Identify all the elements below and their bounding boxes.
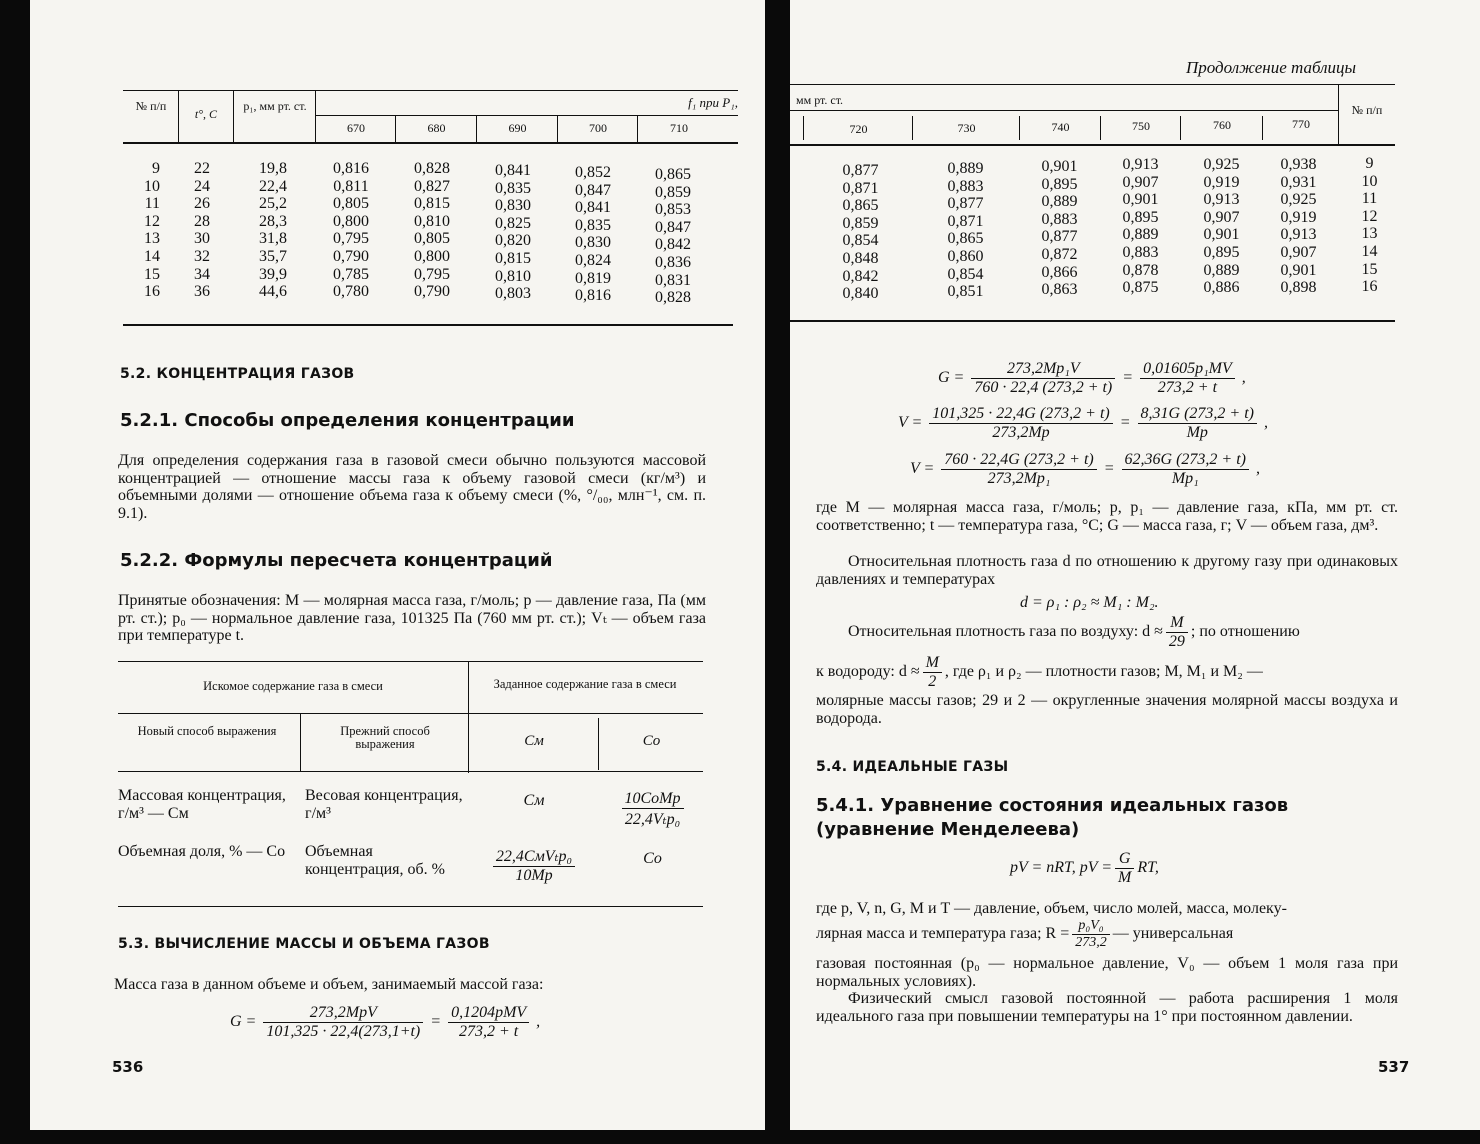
- equation-3-num1: 760 · 22,4G (273,2 + t): [941, 451, 1096, 470]
- equation-2-den1: 273,2Mp: [992, 424, 1050, 441]
- table2-header-co: Co: [642, 733, 661, 749]
- paragraph-hydrogen-density: [816, 654, 1263, 691]
- equation-3-den2: Mp₁: [1171, 470, 1199, 487]
- column-760: 0,925 0,919 0,913 0,907 0,901 0,895 0,889 0,886: [1203, 156, 1240, 297]
- header-temp: t°, C: [194, 107, 218, 121]
- table-header-rule: [790, 144, 1395, 146]
- table-bottom-rule: [790, 320, 1395, 322]
- hydrogen-density-text: к водороду: d ≈: [816, 663, 920, 681]
- table2-bottom-rule: [118, 906, 703, 907]
- table-vline: [395, 116, 396, 142]
- air-density-tail: ; по отношению: [1190, 623, 1300, 641]
- section-heading-5-2: 5.2. КОНЦЕНТРАЦИЯ ГАЗОВ: [120, 366, 355, 382]
- hydrogen-density-num: M: [923, 654, 942, 673]
- equation-3-den1: 273,2Mp₁: [987, 470, 1051, 487]
- section-heading-5-4: 5.4. ИДЕАЛЬНЫЕ ГАЗЫ: [816, 759, 1009, 775]
- table-vline: [803, 116, 804, 140]
- equation-1-num2: 0,01605p₁MV: [1140, 360, 1235, 379]
- column-710: 0,865 0,859 0,853 0,847 0,842 0,836 0,831 0,828: [655, 166, 691, 307]
- equation-1-end: ,: [1241, 369, 1246, 387]
- equation-3-num2: 62,36G (273,2 + t): [1122, 451, 1249, 470]
- air-density-den: 29: [1168, 633, 1185, 650]
- table-vline: [557, 116, 558, 142]
- table-vline: [178, 90, 179, 142]
- page-number-right: 537: [1378, 1058, 1410, 1076]
- hydrogen-density-tail: , где ρ₁ и ρ₂ — плотности газов; M, M₁ и M₂ —: [944, 663, 1263, 681]
- subheading-5-4-1-line2: (уравнение Менделеева): [816, 819, 1080, 840]
- table-header-rule: [123, 142, 738, 144]
- table2-r1-co: [600, 790, 705, 829]
- gas-constant-den: 273,2: [1075, 935, 1107, 950]
- equation-density: d = ρ₁ : ρ₂ ≈ M₁ : M₂.: [1020, 594, 1159, 611]
- equation-1: [938, 360, 1246, 397]
- table-vline: [1019, 116, 1020, 140]
- right-page: [790, 0, 1480, 1130]
- mendeleev-lhs: pV = nRT, pV =: [1010, 859, 1113, 877]
- subheading-5-2-1: 5.2.1. Способы определения концентрации: [120, 410, 575, 431]
- table-top-rule: [123, 90, 738, 91]
- header-col-730: 730: [957, 121, 976, 135]
- header-col-720: 720: [849, 122, 868, 136]
- equation-mass-lhs: G =: [230, 1013, 257, 1031]
- table2-r2-old: Объемная концентрация, об. %: [305, 843, 445, 878]
- equation-mass: [230, 1004, 540, 1041]
- page-number-left: 536: [112, 1058, 144, 1076]
- equation-1-lhs: G =: [938, 369, 965, 387]
- equation-mass-eq: =: [430, 1013, 442, 1031]
- table-bottom-rule: [123, 324, 733, 326]
- table2-r2-cm: [470, 846, 598, 885]
- equation-2-lhs: V =: [898, 414, 923, 432]
- table2-header-old: Прежний способ выражения: [340, 724, 430, 751]
- table2-r2-co: Co: [643, 850, 662, 867]
- hydrogen-density-den: 2: [928, 673, 937, 690]
- equation-mass-den2: 273,2 + t: [458, 1023, 519, 1040]
- gas-constant-num: p₀V₀: [1072, 918, 1110, 935]
- equation-3-lhs: V =: [910, 460, 935, 478]
- equation-1-num1: 273,2Mp₁V: [971, 360, 1115, 379]
- equation-2-eq: =: [1119, 414, 1131, 432]
- air-density-text: Относительная плотность газа по воздуху: d ≈: [848, 623, 1163, 641]
- equation-2-den2: Mp: [1186, 424, 1208, 441]
- table2-r1-co-num: 10CoMp: [622, 790, 684, 809]
- table2-header-given: Заданное содержание газа в смеси: [493, 677, 677, 691]
- table-vline: [912, 116, 913, 140]
- header-col-700: 700: [589, 121, 607, 135]
- table-vline: [1180, 116, 1181, 140]
- table2-vline: [300, 713, 301, 771]
- equation-mass-num1: 273,2MpV: [263, 1004, 423, 1023]
- table-group-rule: [790, 110, 1338, 111]
- table2-r1-new: Массовая концентрация, г/м³ — Cм: [118, 787, 286, 822]
- table2-top-rule: [118, 661, 703, 662]
- header-group: f₁ при P₁,: [688, 95, 738, 110]
- equation-1-den1: 760 · 22,4 (273,2 + t): [974, 379, 1113, 396]
- gas-constant-tail: — универсальная: [1112, 925, 1234, 943]
- header-col-740: 740: [1051, 120, 1070, 134]
- paragraph-gas-constant: [816, 918, 1233, 951]
- paragraph-5-2-1: Для определения содержания газа в газовой смеси обычно пользуются массовой концентрацией — отношение массы газа к объему газовой смеси (кг/м³) и объемными долями — отношение объема газа к объему смеси (%, °/₀₀, млн⁻¹, см. п. 9.1).: [118, 452, 706, 522]
- paragraph-relative-density: Относительная плотность газа d по отношению к другому газу при одинаковых давлениях и температурах: [816, 553, 1398, 588]
- table2-r1-cm: Cм: [523, 792, 545, 809]
- left-page: [30, 0, 765, 1130]
- table2-r2-cm-den: 10Mp: [515, 867, 553, 884]
- equation-mass-num2: 0,1204pMV: [448, 1004, 529, 1023]
- equation-2-num1: 101,325 · 22,4G (273,2 + t): [929, 405, 1112, 424]
- column-670: 0,816 0,811 0,805 0,800 0,795 0,790 0,785 0,780: [333, 160, 369, 301]
- header-col-770: 770: [1292, 117, 1310, 131]
- column-temp: 22 24 26 28 30 32 34 36: [194, 160, 210, 301]
- table2-r2-cm-num: 22,4CмVₜp₀: [493, 846, 575, 867]
- header-col-690: 690: [508, 121, 527, 135]
- header-col-760: 760: [1213, 118, 1231, 132]
- paragraph-5-3: Масса газа в данном объеме и объем, занимаемый массой газа:: [114, 976, 544, 993]
- mendeleev-rhs: RT,: [1137, 859, 1159, 877]
- paragraph-variables: где p, V, n, G, M и T — давление, объем, число молей, масса, молеку-: [816, 900, 1287, 917]
- air-density-num: M: [1166, 614, 1188, 633]
- equation-3-eq: =: [1103, 460, 1115, 478]
- equation-1-eq: =: [1122, 369, 1134, 387]
- column-730: 0,889 0,883 0,877 0,871 0,865 0,860 0,854 0,851: [947, 160, 984, 301]
- paragraph-definitions: где M — молярная масса газа, г/моль; p, p₁ — давление газа, кПа, мм рт. ст. соответственно; t — температура газа, °C; G — масса газа, г; V — объем газа, дм³.: [816, 499, 1398, 534]
- header-num: № п/п: [135, 99, 167, 113]
- table2-vline: [468, 661, 469, 773]
- paragraph-molar-masses: молярные массы газов; 29 и 2 — округленные значения молярной массы воздуха и водорода.: [816, 692, 1398, 727]
- table2-r1-co-den: 22,4Vₜp₀: [624, 811, 681, 828]
- table-vline: [476, 116, 477, 142]
- equation-3: [910, 451, 1260, 488]
- column-num: 9 10 11 12 13 14 15 16: [144, 160, 160, 301]
- table-vline: [233, 90, 234, 142]
- table-vline: [637, 116, 638, 142]
- equation-mass-end: ,: [536, 1013, 541, 1031]
- table2-vline: [598, 718, 599, 770]
- table-vline: [1262, 116, 1263, 140]
- mendeleev-num: G: [1115, 850, 1134, 869]
- paragraph-physical-meaning: Физический смысл газовой постоянной — работа расширения 1 моля идеального газа при повышении температуры на 1° при постоянном давлении.: [816, 990, 1398, 1025]
- column-680: 0,828 0,827 0,815 0,810 0,805 0,800 0,795 0,790: [414, 160, 450, 301]
- header-col-680: 680: [427, 121, 446, 135]
- table2-header-cm: Cм: [524, 733, 544, 749]
- header-col-750: 750: [1132, 119, 1150, 133]
- table-top-rule: [790, 84, 1395, 85]
- equation-2: [898, 405, 1268, 442]
- column-700: 0,852 0,847 0,841 0,835 0,830 0,824 0,819 0,816: [575, 164, 611, 305]
- column-770: 0,938 0,931 0,925 0,919 0,913 0,907 0,901 0,898: [1280, 156, 1317, 297]
- column-750: 0,913 0,907 0,901 0,895 0,889 0,883 0,878 0,875: [1122, 156, 1159, 297]
- column-740: 0,901 0,895 0,889 0,883 0,877 0,872 0,866 0,863: [1041, 158, 1078, 299]
- paragraph-5-2-2: Принятые обозначения: M — молярная масса газа, г/моль; p — давление газа, Па (мм рт. ст.); p₀ — нормальное давление газа, 101325 Па (760 мм рт. ст.); Vₜ — объем газа при температуре t.: [118, 592, 706, 644]
- equation-mendeleev: [1010, 850, 1159, 887]
- table2-header-rule: [118, 771, 703, 772]
- table-vline: [315, 90, 316, 142]
- equation-2-end: ,: [1263, 414, 1268, 432]
- table-group-rule: [315, 115, 738, 116]
- table2-header-sought: Искомое содержание газа в смеси: [203, 679, 383, 693]
- mendeleev-den: M: [1118, 869, 1132, 886]
- equation-3-end: ,: [1255, 460, 1260, 478]
- table-vline: [1100, 116, 1101, 140]
- subheading-5-4-1-line1: 5.4.1. Уравнение состояния идеальных газов: [816, 795, 1289, 816]
- table-continuation-note: Продолжение таблицы: [1186, 58, 1357, 77]
- column-720: 0,877 0,871 0,865 0,859 0,854 0,848 0,842 0,840: [842, 162, 879, 303]
- subheading-5-2-2: 5.2.2. Формулы пересчета концентраций: [120, 550, 553, 571]
- equation-mass-den1: 101,325 · 22,4(273,1+t): [266, 1023, 421, 1040]
- header-num: № п/п: [1351, 103, 1383, 117]
- table2-r1-old: Весовая концентрация, г/м³: [305, 787, 463, 822]
- header-col-710: 710: [670, 121, 688, 135]
- column-num: 9 10 11 12 13 14 15 16: [1361, 155, 1378, 296]
- table-vline: [1338, 84, 1339, 144]
- paragraph-air-density: [848, 614, 1300, 651]
- table2-mid-rule: [118, 713, 703, 714]
- section-heading-5-3: 5.3. ВЫЧИСЛЕНИЕ МАССЫ И ОБЪЕМА ГАЗОВ: [118, 936, 490, 952]
- column-pressure: 19,8 22,4 25,2 28,3 31,8 35,7 39,9 44,6: [259, 160, 287, 301]
- column-690: 0,841 0,835 0,830 0,825 0,820 0,815 0,810 0,803: [495, 162, 531, 303]
- equation-1-den2: 273,2 + t: [1157, 379, 1218, 396]
- paragraph-normal-pressure: газовая постоянная (p₀ — нормальное давление, V₀ — объем 1 моля газа при нормальных условиях).: [816, 955, 1398, 990]
- table2-header-new: Новый способ выражения: [137, 724, 277, 738]
- header-group: мм рт. ст.: [796, 93, 844, 107]
- gas-constant-text: лярная масса и температура газа; R =: [816, 925, 1070, 943]
- header-col-670: 670: [347, 121, 365, 135]
- equation-2-num2: 8,31G (273,2 + t): [1138, 405, 1257, 424]
- table2-r2-new: Объемная доля, % — Co: [118, 843, 286, 860]
- header-pressure: p₁, мм рт. ст.: [243, 99, 307, 113]
